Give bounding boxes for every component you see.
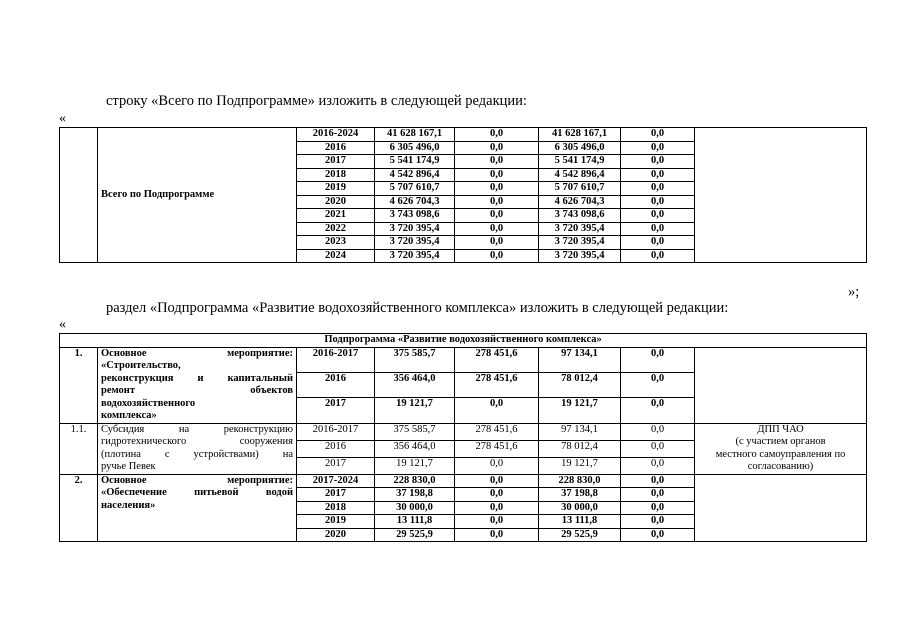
amount-cell: 356 464,0 [375, 440, 455, 457]
amount-cell: 0,0 [455, 209, 539, 223]
amount-cell: 5 541 174,9 [375, 155, 455, 169]
year-cell: 2020 [297, 528, 375, 542]
amount-cell: 278 451,6 [455, 372, 539, 397]
amount-cell: 228 830,0 [375, 474, 455, 488]
amount-cell: 0,0 [621, 155, 695, 169]
amount-cell: 375 585,7 [375, 423, 455, 440]
executor-cell [695, 128, 867, 263]
amount-cell: 0,0 [621, 423, 695, 440]
year-cell: 2016 [297, 141, 375, 155]
item-number: 2. [60, 474, 98, 542]
amount-cell: 228 830,0 [539, 474, 621, 488]
executor-line: (с участием органов [735, 436, 826, 447]
executor-cell [695, 474, 867, 542]
subprogram-total-table [59, 127, 867, 263]
description-line: «Строительство, [101, 360, 181, 371]
table-row [60, 347, 867, 372]
executor-cell [695, 347, 867, 423]
description-line: водохозяйственного [101, 397, 196, 409]
executor-line: местного самоуправления по [715, 448, 846, 460]
item-description [98, 347, 297, 423]
amount-cell: 0,0 [621, 236, 695, 250]
number-cell [60, 128, 98, 263]
amount-cell: 0,0 [621, 372, 695, 397]
amount-cell: 13 111,8 [375, 515, 455, 529]
description-line: реконструкция и капитальный [101, 372, 293, 384]
amount-cell: 0,0 [621, 515, 695, 529]
year-cell: 2018 [297, 501, 375, 515]
amount-cell: 0,0 [621, 209, 695, 223]
description-line: комплекса» [101, 410, 157, 421]
year-cell: 2017 [297, 488, 375, 502]
amount-cell: 29 525,9 [375, 528, 455, 542]
executor-cell [695, 423, 867, 474]
water-complex-subprogram-table [59, 333, 867, 542]
year-cell: 2021 [297, 209, 375, 223]
amount-cell: 0,0 [455, 168, 539, 182]
amount-cell: 0,0 [621, 249, 695, 263]
amount-cell: 19 121,7 [539, 457, 621, 474]
item-number: 1. [60, 347, 98, 423]
open-quote-1: « [59, 111, 66, 126]
amount-cell: 0,0 [621, 195, 695, 209]
amount-cell: 0,0 [621, 440, 695, 457]
year-cell: 2019 [297, 515, 375, 529]
amount-cell: 278 451,6 [455, 440, 539, 457]
amount-cell: 3 720 395,4 [539, 236, 621, 250]
amount-cell: 3 720 395,4 [375, 222, 455, 236]
year-cell: 2020 [297, 195, 375, 209]
amount-cell: 19 121,7 [375, 457, 455, 474]
amount-cell: 6 305 496,0 [539, 141, 621, 155]
amount-cell: 5 707 610,7 [539, 182, 621, 196]
year-cell: 2016 [297, 372, 375, 397]
year-cell: 2024 [297, 249, 375, 263]
amount-cell: 97 134,1 [539, 423, 621, 440]
amount-cell: 278 451,6 [455, 423, 539, 440]
amount-cell: 37 198,8 [375, 488, 455, 502]
year-cell: 2017 [297, 155, 375, 169]
item-description [98, 423, 297, 474]
subprogram-header: Подпрограмма «Развитие водохозяйственного комплекса» [60, 334, 867, 348]
amount-cell: 0,0 [621, 347, 695, 372]
amount-cell: 3 720 395,4 [539, 249, 621, 263]
year-cell: 2017 [297, 457, 375, 474]
amount-cell: 0,0 [455, 474, 539, 488]
subprogram-total-label: Всего по Подпрограмме [98, 128, 297, 263]
amount-cell: 0,0 [455, 236, 539, 250]
amount-cell: 41 628 167,1 [375, 128, 455, 142]
table-header-row [60, 334, 867, 348]
amount-cell: 29 525,9 [539, 528, 621, 542]
amount-cell: 0,0 [455, 128, 539, 142]
amount-cell: 4 626 704,3 [539, 195, 621, 209]
amount-cell: 0,0 [455, 515, 539, 529]
amount-cell: 0,0 [621, 488, 695, 502]
table-row [60, 474, 867, 488]
year-cell: 2018 [297, 168, 375, 182]
amount-cell: 0,0 [455, 155, 539, 169]
amount-cell: 0,0 [455, 141, 539, 155]
table-row [60, 128, 867, 142]
amount-cell: 3 720 395,4 [539, 222, 621, 236]
amount-cell: 0,0 [621, 474, 695, 488]
amount-cell: 3 720 395,4 [375, 236, 455, 250]
open-quote-2: « [59, 317, 66, 332]
description-line: (плотина с устройствами) на [101, 448, 293, 460]
amount-cell: 37 198,8 [539, 488, 621, 502]
amount-cell: 0,0 [621, 398, 695, 423]
amount-cell: 0,0 [455, 528, 539, 542]
amount-cell: 0,0 [621, 182, 695, 196]
amount-cell: 0,0 [621, 222, 695, 236]
amount-cell: 0,0 [455, 195, 539, 209]
description-line: Основное мероприятие: [101, 474, 293, 486]
item-number: 1.1. [60, 423, 98, 474]
description-line: населения» [101, 499, 156, 511]
year-cell: 2016-2017 [297, 423, 375, 440]
amount-cell: 19 121,7 [539, 398, 621, 423]
amount-cell: 3 743 098,6 [539, 209, 621, 223]
table-row [60, 423, 867, 440]
amount-cell: 0,0 [455, 488, 539, 502]
amount-cell: 0,0 [621, 457, 695, 474]
amount-cell: 0,0 [455, 501, 539, 515]
executor-line: согласованию) [747, 461, 814, 472]
amount-cell: 30 000,0 [539, 501, 621, 515]
amount-cell: 78 012,4 [539, 372, 621, 397]
intro-paragraph-1: строку «Всего по Подпрограмме» изложить в следующей редакции: [106, 93, 527, 109]
year-cell: 2016-2024 [297, 128, 375, 142]
amount-cell: 0,0 [621, 528, 695, 542]
item-description [98, 474, 297, 542]
description-line: Субсидия на реконструкцию [101, 423, 293, 435]
amount-cell: 41 628 167,1 [539, 128, 621, 142]
amount-cell: 375 585,7 [375, 347, 455, 372]
intro-paragraph-2: раздел «Подпрограмма «Развитие водохозяйственного комплекса» изложить в следующей редакции: [106, 300, 729, 316]
year-cell: 2019 [297, 182, 375, 196]
description-line: гидротехнического сооружения [101, 436, 293, 447]
amount-cell: 0,0 [621, 141, 695, 155]
amount-cell: 278 451,6 [455, 347, 539, 372]
year-cell: 2017-2024 [297, 474, 375, 488]
amount-cell: 3 720 395,4 [375, 249, 455, 263]
amount-cell: 13 111,8 [539, 515, 621, 529]
description-line: ручье Певек [101, 461, 156, 472]
amount-cell: 0,0 [621, 501, 695, 515]
amount-cell: 0,0 [455, 182, 539, 196]
amount-cell: 0,0 [455, 249, 539, 263]
amount-cell: 0,0 [455, 222, 539, 236]
amount-cell: 4 542 896,4 [539, 168, 621, 182]
year-cell: 2023 [297, 236, 375, 250]
amount-cell: 356 464,0 [375, 372, 455, 397]
year-cell: 2017 [297, 398, 375, 423]
amount-cell: 4 626 704,3 [375, 195, 455, 209]
year-cell: 2016 [297, 440, 375, 457]
description-line: Основное мероприятие: [101, 347, 293, 359]
amount-cell: 5 707 610,7 [375, 182, 455, 196]
amount-cell: 6 305 496,0 [375, 141, 455, 155]
executor-line: ДПП ЧАО [757, 423, 804, 435]
amount-cell: 0,0 [621, 128, 695, 142]
amount-cell: 19 121,7 [375, 398, 455, 423]
year-cell: 2022 [297, 222, 375, 236]
amount-cell: 5 541 174,9 [539, 155, 621, 169]
amount-cell: 30 000,0 [375, 501, 455, 515]
amount-cell: 78 012,4 [539, 440, 621, 457]
amount-cell: 4 542 896,4 [375, 168, 455, 182]
amount-cell: 0,0 [455, 398, 539, 423]
amount-cell: 3 743 098,6 [375, 209, 455, 223]
amount-cell: 97 134,1 [539, 347, 621, 372]
amount-cell: 0,0 [455, 457, 539, 474]
description-line: ремонт объектов [101, 385, 293, 396]
close-quote-1: »; [848, 284, 860, 300]
year-cell: 2016-2017 [297, 347, 375, 372]
amount-cell: 0,0 [621, 168, 695, 182]
description-line: «Обеспечение питьевой водой [101, 487, 293, 498]
